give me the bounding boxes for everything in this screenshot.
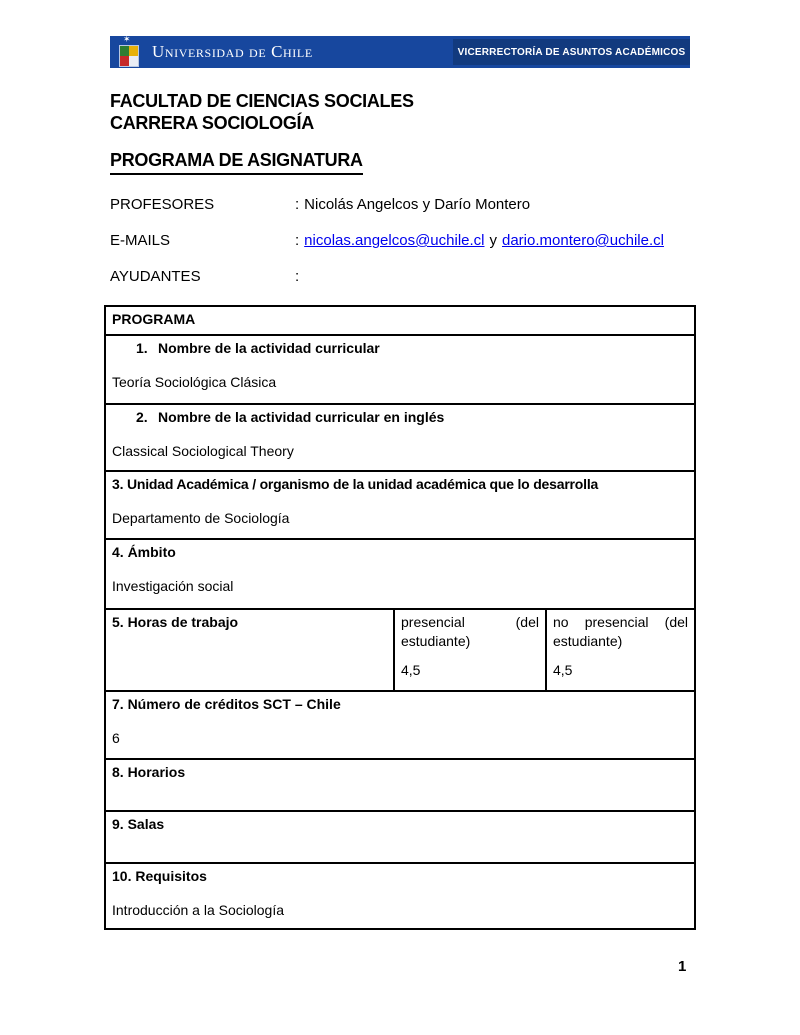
unit-banner-panel [453, 39, 690, 65]
email-link-2[interactable]: dario.montero@uchile.cl [502, 232, 664, 249]
course-staff-info [110, 196, 696, 304]
profesores-row [110, 196, 696, 213]
university-wordmark: Universidad de Chile [152, 42, 313, 61]
crest-quadrant [120, 46, 129, 56]
email-link-1[interactable]: nicolas.angelcos@uchile.cl [304, 232, 485, 249]
row1-value: Teoría Sociológica Clásica [112, 374, 277, 390]
row5-label: 5. Horas de trabajo [112, 614, 239, 630]
row8-label: 8. Horarios [112, 764, 186, 780]
crest-quadrant [129, 46, 138, 56]
row7-value: 6 [112, 730, 120, 746]
table-row [105, 471, 695, 539]
colon: : [295, 196, 300, 213]
table-row [105, 811, 695, 863]
program-table-grid [104, 305, 696, 930]
table-row-header [105, 306, 695, 335]
row2-label: Nombre de la actividad curricular en inglés [158, 409, 445, 425]
uchile-crest-icon [118, 33, 142, 68]
item-number: 2. [136, 409, 148, 425]
crest-shield [119, 45, 139, 67]
table-row-hours [105, 609, 695, 691]
table-row [105, 335, 695, 404]
table-header-label: PROGRAMA [112, 311, 196, 327]
item-number: 1. [136, 340, 148, 356]
star-icon: ✶ [123, 33, 131, 44]
presencial-header: presencial (del estudiante) [401, 614, 539, 649]
colon: : [295, 268, 300, 285]
emails-row [110, 232, 696, 249]
row10-label: 10. Requisitos [112, 868, 207, 884]
emails-label: E-MAILS [110, 232, 171, 249]
row9-label: 9. Salas [112, 816, 165, 832]
row10-value: Introducción a la Sociología [112, 902, 284, 918]
unit-banner-text: VICERRECTORÍA DE ASUNTOS ACADÉMICOS [457, 46, 686, 58]
row4-label: 4. Ámbito [112, 544, 176, 560]
no-presencial-header: no presencial (del estudiante) [553, 614, 689, 649]
row3-value: Departamento de Sociología [112, 510, 290, 526]
institution-banner [110, 33, 690, 68]
colon: : [295, 232, 300, 249]
ayudantes-label: AYUDANTES [110, 268, 201, 285]
profesores-label: PROFESORES [110, 196, 215, 213]
row7-label: 7. Número de créditos SCT – Chile [112, 696, 341, 712]
crest-quadrant [129, 56, 138, 66]
table-row [105, 404, 695, 471]
faculty-heading [110, 90, 414, 134]
program-table [104, 305, 696, 930]
row4-value: Investigación social [112, 578, 234, 594]
row1-label: Nombre de la actividad curricular [158, 340, 380, 356]
row2-value: Classical Sociological Theory [112, 443, 294, 459]
table-row [105, 863, 695, 929]
career-line: CARRERA SOCIOLOGÍA [110, 113, 314, 133]
presencial-value: 4,5 [401, 662, 421, 678]
profesores-value: Nicolás Angelcos y Darío Montero [304, 196, 531, 213]
table-row [105, 539, 695, 609]
table-row [105, 691, 695, 759]
crest-quadrant [120, 56, 129, 66]
email-separator: y [489, 232, 497, 249]
document-title-text: PROGRAMA DE ASIGNATURA [110, 150, 363, 175]
no-presencial-value: 4,5 [553, 662, 573, 678]
faculty-line: FACULTAD DE CIENCIAS SOCIALES [110, 91, 414, 111]
page-number: 1 [678, 958, 687, 975]
ayudantes-row [110, 268, 696, 285]
document-title [110, 150, 363, 175]
row3-label: 3. Unidad Académica / organismo de la unidad académica que lo desarrolla [112, 476, 599, 492]
table-row [105, 759, 695, 811]
